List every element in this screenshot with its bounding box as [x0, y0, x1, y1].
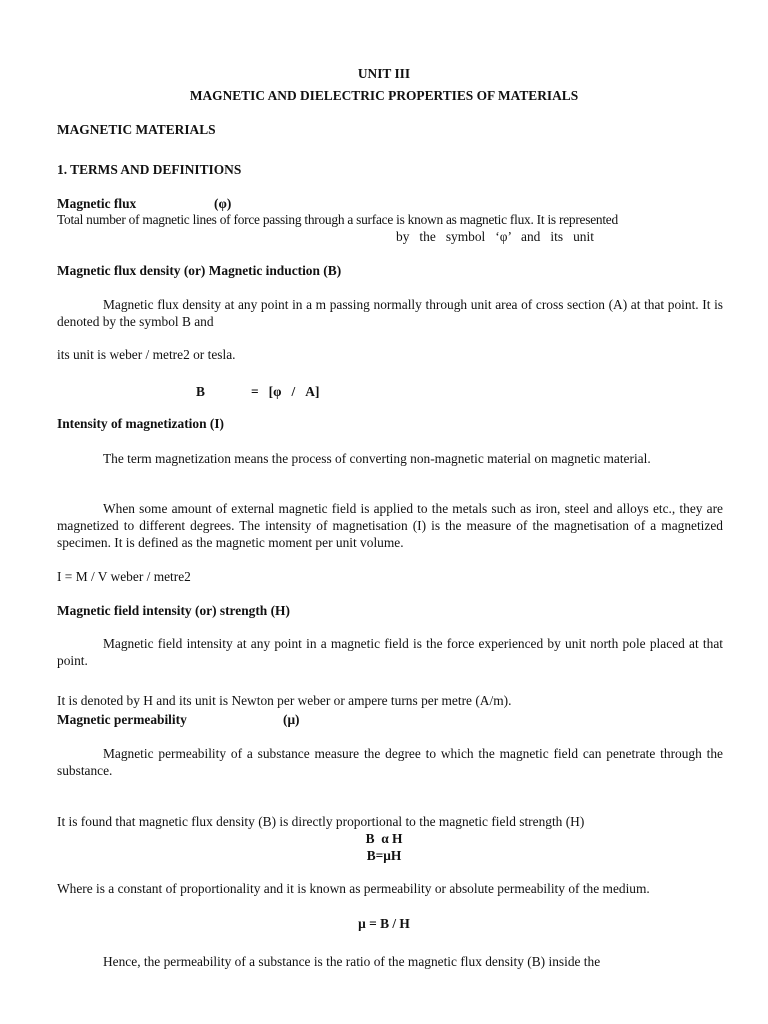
flux-density-paragraph: Magnetic flux density at any point in a m passing normally through unit area of cross section (A) at that point. It is denoted by the symbol B and: [57, 297, 723, 329]
flux-text-line1: Total number of magnetic lines of force passing through a surface is known as magnetic flux. It is represented: [57, 212, 618, 227]
formula-b-lhs: B: [196, 384, 205, 399]
magnetization-paragraph-1: The term magnetization means the process of converting non-magnetic material on magnetic material.: [103, 451, 651, 466]
magnetization-paragraph-2: When some amount of external magnetic field is applied to the metals such as iron, steel and alloys etc., they are magnetized to different degrees. The intensity of magnetisation (I) is the measure of the magnetisation of a magnetized specimen. It is defined as the magnetic moment per unit volume.: [57, 501, 723, 550]
flux-density-heading: Magnetic flux density (or) Magnetic induction (B): [57, 263, 342, 278]
field-intensity-heading: Magnetic field intensity (or) strength (H): [57, 603, 290, 618]
section-heading: MAGNETIC MATERIALS: [57, 122, 216, 137]
flux-heading: Magnetic flux: [57, 196, 137, 211]
permeability-paragraph-4: Hence, the permeability of a substance is the ratio of the magnetic flux density (B) inside the: [103, 954, 601, 969]
flux-density-unit: its unit is weber / metre2 or tesla.: [57, 347, 236, 362]
permeability-paragraph-2: It is found that magnetic flux density (B) is directly proportional to the magnetic field strength (H): [57, 814, 585, 829]
formula-mu: μ = B / H: [358, 916, 410, 931]
permeability-symbol: (μ): [283, 712, 300, 727]
permeability-paragraph-3: Where is a constant of proportionality and it is known as permeability or absolute permeability of the medium.: [57, 881, 650, 896]
field-intensity-unit: It is denoted by H and its unit is Newton per weber or ampere turns per metre (A/m).: [57, 693, 512, 708]
magnetization-heading: Intensity of magnetization (I): [57, 416, 224, 431]
flux-text-line2: by the symbol ‘φ’ and its unit: [396, 229, 594, 244]
magnetization-formula: I = M / V weber / metre2: [57, 569, 191, 584]
document-title: MAGNETIC AND DIELECTRIC PROPERTIES OF MATERIALS: [189, 88, 579, 103]
permeability-heading: Magnetic permeability: [57, 712, 187, 727]
formula-b-mu-h: B=μH: [366, 848, 402, 863]
field-intensity-paragraph: Magnetic field intensity at any point in a magnetic field is the force experienced by unit north pole placed at that point.: [57, 636, 723, 668]
unit-heading: UNIT III: [357, 66, 411, 81]
subsection-heading: 1. TERMS AND DEFINITIONS: [57, 162, 242, 177]
permeability-paragraph-1: Magnetic permeability of a substance measure the degree to which the magnetic field can penetrate through the substance.: [57, 746, 723, 778]
flux-symbol: (φ): [214, 196, 232, 211]
formula-proportional: B α H: [365, 831, 403, 846]
formula-b-rhs: = [φ / A]: [251, 384, 320, 399]
